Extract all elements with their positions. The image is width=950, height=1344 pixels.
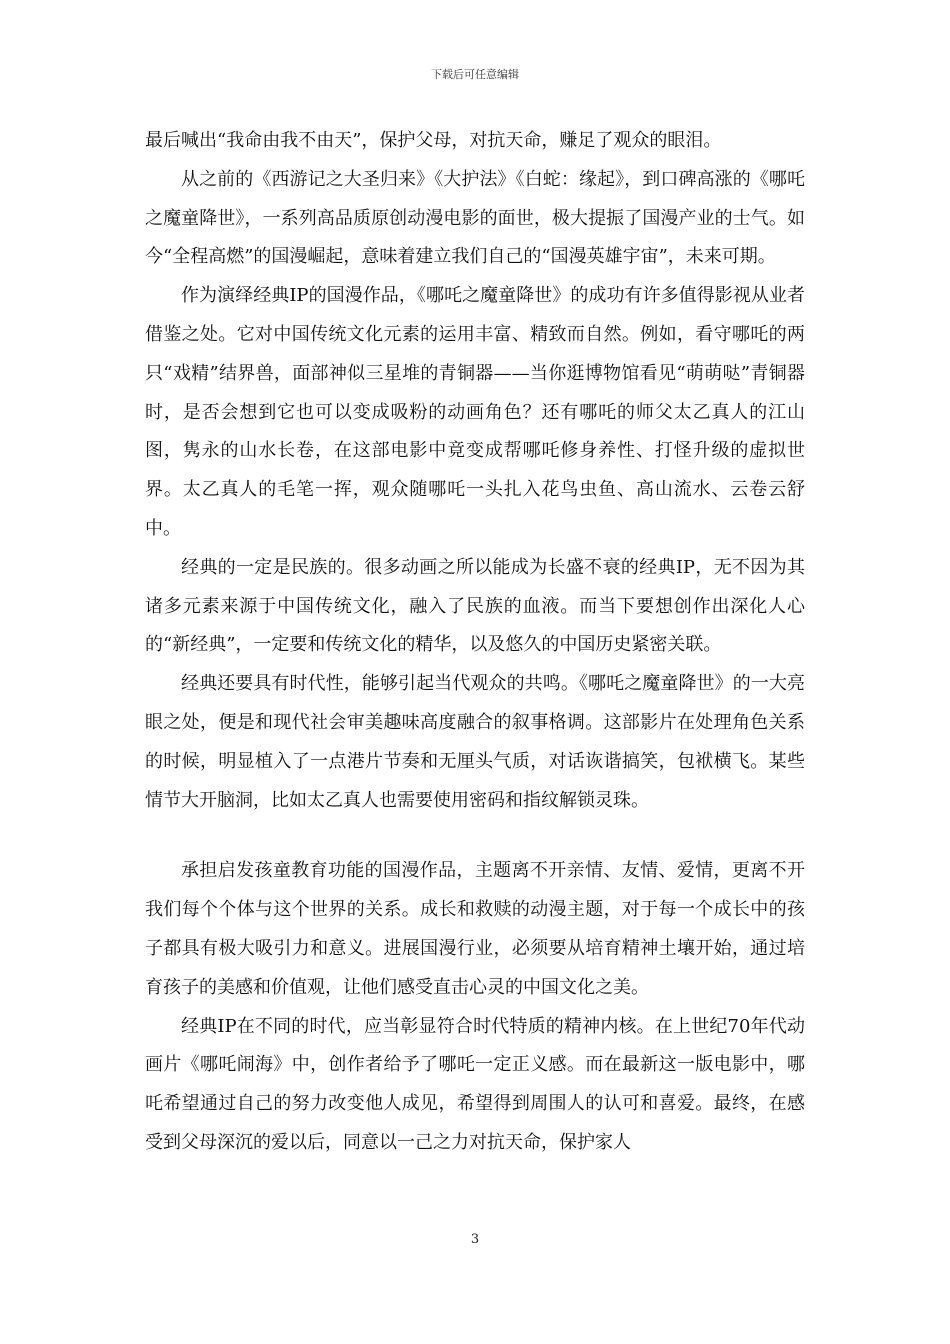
paragraph-continuation: 最后喊出“我命由我不由天”，保护父母，对抗天命，赚足了观众的眼泪。 (145, 130, 722, 151)
paragraph: 经典还要具有时代性，能够引起当代观众的共鸣。《哪吒之魔童降世》的一大亮眼之处，便是和现代社会审美趣味高度融合的叙事格调。这部影片在处理角色关系的时候，明显植入了一点港片节奏和无厘头气质，对话诙谐搞笑，包袱横飞。某些情节大开脑洞，比如太乙真人也需要使用密码和指纹解锁灵珠。 (145, 673, 805, 811)
paragraph: 从之前的《西游记之大圣归来》《大护法》《白蛇：缘起》，到口碑高涨的《哪吒之魔童降世》，一系列高品质原创动漫电影的面世，极大提振了国漫产业的士气。如今“全程高燃”的国漫崛起，意味着建立我们自己的“国漫英雄宇宙”，未来可期。 (145, 168, 805, 268)
paragraph: 承担启发孩童教育功能的国漫作品，主题离不开亲情、友情、爱情，更离不开我们每个个体与这个世界的关系。成长和救赎的动漫主题，对于每一个成长中的孩子都具有极大吸引力和意义。进展国漫行业，必须要从培育精神土壤开始，通过培育孩子的美感和价值观，让他们感受直击心灵的中国文化之美。 (145, 860, 805, 998)
page-number: 3 (470, 1232, 480, 1247)
document-body (145, 122, 805, 1163)
page-header: 下载后可任意编辑 (431, 68, 519, 81)
paragraph: 作为演绎经典IP的国漫作品，《哪吒之魔童降世》的成功有许多值得影视从业者借鉴之处。它对中国传统文化元素的运用丰富、精致而自然。例如，看守哪吒的两只“戏精”结界兽，面部神似三星堆的青铜器——当你逛博物馆看见“萌萌哒”青铜器时，是否会想到它也可以变成吸粉的动画角色？还有哪吒的师父太乙真人的江山图，隽永的山水长卷，在这部电影中竟变成帮哪吒修身养性、打怪升级的虚拟世界。太乙真人的毛笔一挥，观众随哪吒一头扎入花鸟虫鱼、高山流水、云卷云舒中。 (145, 285, 805, 539)
paragraph: 经典的一定是民族的。很多动画之所以能成为长盛不衰的经典IP，无不因为其诸多元素来源于中国传统文化，融入了民族的血液。而当下要想创作出深化人心的“新经典”，一定要和传统文化的精华，以及悠久的中国历史紧密关联。 (145, 556, 805, 656)
paragraph: 经典IP在不同的时代，应当彰显符合时代特质的精神内核。在上世纪70年代动画片《哪吒闹海》中，创作者给予了哪吒一定正义感。而在最新这一版电影中，哪吒希望通过自己的努力改变他人成见，希望得到周围人的认可和喜爱。最终，在感受到父母深沉的爱以后，同意以一己之力对抗天命，保护家人 (145, 1015, 805, 1153)
paragraph-gap (145, 820, 805, 852)
